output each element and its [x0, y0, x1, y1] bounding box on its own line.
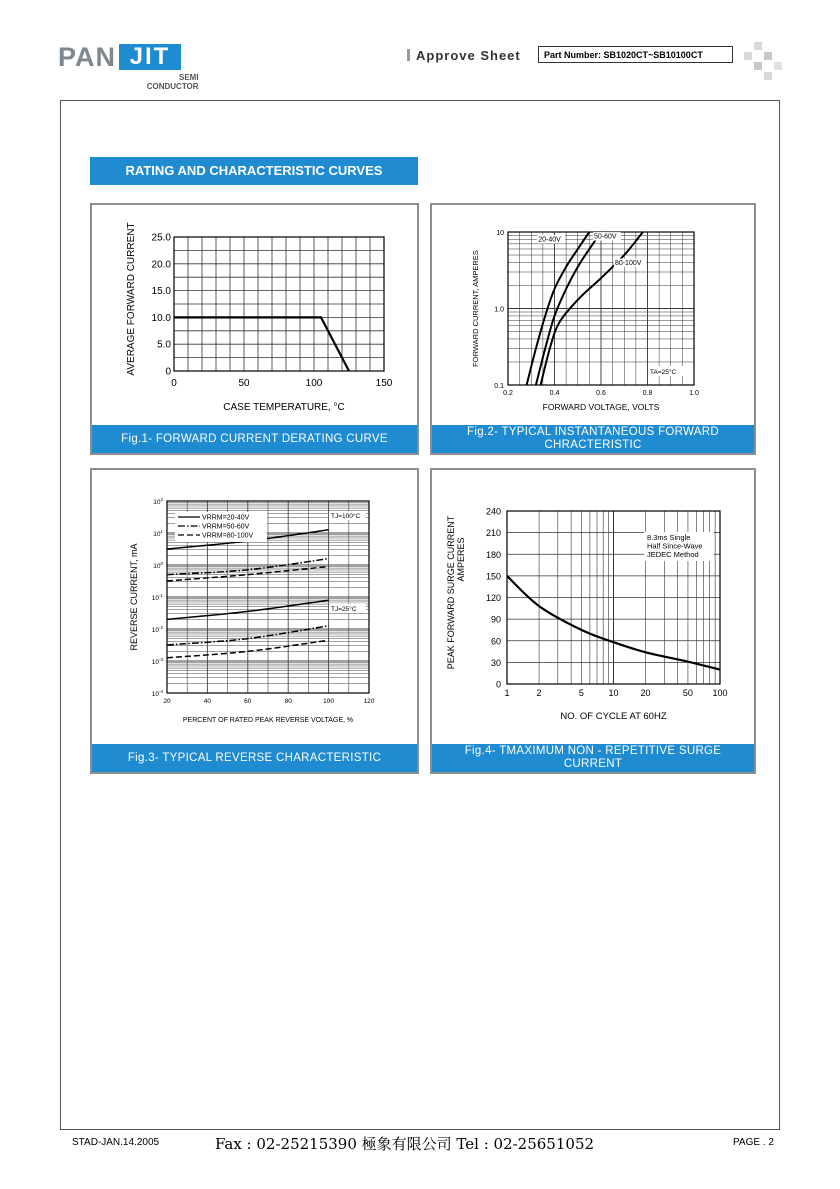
fig1-caption: Fig.1- FORWARD CURRENT DERATING CURVE [92, 425, 417, 453]
title-bar-marker [407, 49, 410, 61]
y-axis-label-line1: PEAK FORWARD SURGE CURRENT [446, 515, 456, 670]
y-tick-label: 180 [485, 549, 501, 560]
x-axis-label: FORWARD VOLTAGE, VOLTS [542, 402, 660, 412]
y-tick-label: 25.0 [151, 232, 171, 244]
y-tick-label: 30 [490, 657, 501, 668]
logo-semiconductor [146, 73, 199, 91]
tj-annotation: TJ=25°C [331, 605, 357, 613]
y-axis-label: AVERAGE FORWARD CURRENT [126, 222, 137, 376]
y-tick-exponent: 2 [160, 497, 163, 502]
x-tick-label: 5 [578, 688, 584, 698]
x-tick-label: 100 [323, 698, 335, 705]
y-tick-label: 5.0 [157, 339, 171, 351]
footer-contact: Fax : 02-25215390 極象有限公司 Tel : 02-25651052 [215, 1135, 595, 1153]
y-tick-label: 120 [485, 593, 501, 603]
y-tick-exponent: 1 [160, 529, 163, 534]
checker-pattern-icon [744, 42, 784, 82]
y-tick-label: 240 [485, 506, 501, 517]
x-tick-label: 0.4 [549, 390, 560, 397]
method-annotation: 8.3ms Single [647, 533, 691, 542]
temperature-annotation: TA=25°C [650, 369, 677, 376]
x-tick-label: 0.8 [642, 390, 653, 397]
x-tick-label: 0.2 [503, 390, 513, 397]
x-tick-label: 50 [682, 688, 693, 698]
tj-annotation: TJ=100°C [331, 513, 361, 520]
footer-date: STAD-JAN.14.2005 [72, 1137, 160, 1148]
series-label: 20-40V [538, 236, 561, 244]
legend-label: VRRM=80-100V [202, 532, 254, 540]
panjit-logo [58, 42, 199, 92]
fig4-panel [430, 468, 756, 774]
x-tick-label: 50 [238, 378, 250, 389]
y-tick-exponent: -2 [158, 625, 163, 630]
logo-jit-text: JIT [119, 44, 181, 70]
fig1-panel [90, 203, 419, 455]
x-tick-label: 20 [163, 698, 171, 705]
method-annotation: JEDEC Method [647, 550, 699, 559]
x-axis-label: PERCENT OF RATED PEAK REVERSE VOLTAGE, % [182, 717, 354, 724]
y-tick-label: $10^{-2}$ [151, 625, 163, 634]
logo-semi-text: SEMI [179, 73, 199, 82]
approve-sheet-label: Approve Sheet [416, 48, 521, 63]
y-tick-exponent: -3 [158, 657, 163, 662]
logo-conductor-text: CONDUCTOR [146, 82, 199, 91]
x-tick-label: 120 [363, 698, 375, 705]
y-tick-label: $10^{-3}$ [151, 657, 163, 666]
x-tick-label: 10 [608, 688, 619, 698]
y-tick-label: 10 [496, 230, 504, 237]
y-axis-label-line2: AMPERES [456, 537, 466, 582]
part-number-box: Part Number: SB1020CT~SB10100CT [538, 46, 733, 63]
fig3-caption: Fig.3- TYPICAL REVERSE CHARACTERISTIC [92, 744, 417, 772]
legend-label: VRRM=50-60V [202, 523, 250, 531]
x-axis-label: NO. OF CYCLE AT 60HZ [560, 711, 667, 722]
y-axis-label: REVERSE CURRENT, mA [129, 543, 139, 651]
x-tick-label: 0.6 [596, 390, 606, 397]
x-tick-label: 100 [305, 378, 323, 389]
y-tick-label: 210 [485, 528, 501, 539]
y-tick-label: 15.0 [151, 286, 171, 298]
fig1-chart [92, 205, 417, 453]
series-label: 80-100V [614, 260, 642, 268]
fig3-chart [92, 470, 417, 772]
y-tick-exponent: -4 [158, 689, 163, 694]
y-tick-label: $10^{-1}$ [151, 593, 163, 602]
y-tick-label: 20.0 [151, 259, 171, 271]
fig2-chart [432, 205, 754, 453]
y-tick-label: 150 [485, 571, 501, 582]
legend-label: VRRM=20-40V [202, 514, 250, 522]
y-tick-label: 0 [165, 366, 171, 378]
approve-sheet-title [407, 48, 521, 63]
x-tick-label: 60 [244, 698, 252, 705]
y-tick-label: 0 [495, 679, 501, 690]
x-tick-label: 100 [712, 688, 728, 698]
x-tick-label: 80 [284, 698, 292, 705]
y-tick-label: $10^{-4}$ [151, 689, 163, 698]
x-tick-label: 1 [504, 688, 510, 698]
x-tick-label: 20 [640, 688, 651, 698]
fig3-panel [90, 468, 419, 774]
y-tick-label: 1.0 [494, 306, 504, 314]
x-tick-label: 150 [375, 378, 393, 389]
y-tick-label: $10^0$ [153, 561, 163, 570]
fig2-caption: Fig.2- TYPICAL INSTANTANEOUS FORWARD CHRACTERISTIC [432, 425, 754, 453]
x-tick-label: 2 [536, 688, 542, 698]
y-tick-label: 0.1 [494, 383, 504, 390]
fig4-chart [432, 470, 754, 772]
y-tick-label: 10.0 [151, 312, 171, 324]
y-tick-exponent: -1 [158, 593, 163, 598]
y-tick-label: $10^1$ [153, 529, 163, 538]
method-annotation: Half Since-Wave [647, 541, 703, 551]
fig2-panel [430, 203, 756, 455]
section-title: RATING AND CHARACTERISTIC CURVES [90, 157, 418, 185]
footer-page-number: PAGE . 2 [733, 1137, 774, 1148]
y-tick-label: 60 [490, 636, 501, 647]
y-tick-label: $10^2$ [153, 497, 163, 506]
series-label: 50-60V [594, 233, 617, 241]
y-tick-exponent: 0 [160, 561, 163, 566]
x-axis-label: CASE TEMPERATURE, °C [223, 402, 345, 413]
x-tick-label: 0 [171, 378, 177, 389]
x-tick-label: 1.0 [689, 390, 699, 397]
y-axis-label: FORWARD CURRENT, AMPERES [471, 250, 480, 367]
x-tick-label: 40 [203, 698, 212, 705]
y-tick-label: 90 [490, 614, 501, 625]
logo-pan-text: PAN [58, 42, 117, 72]
fig4-caption: Fig.4- TMAXIMUM NON - REPETITIVE SURGE CURRENT [432, 744, 754, 772]
